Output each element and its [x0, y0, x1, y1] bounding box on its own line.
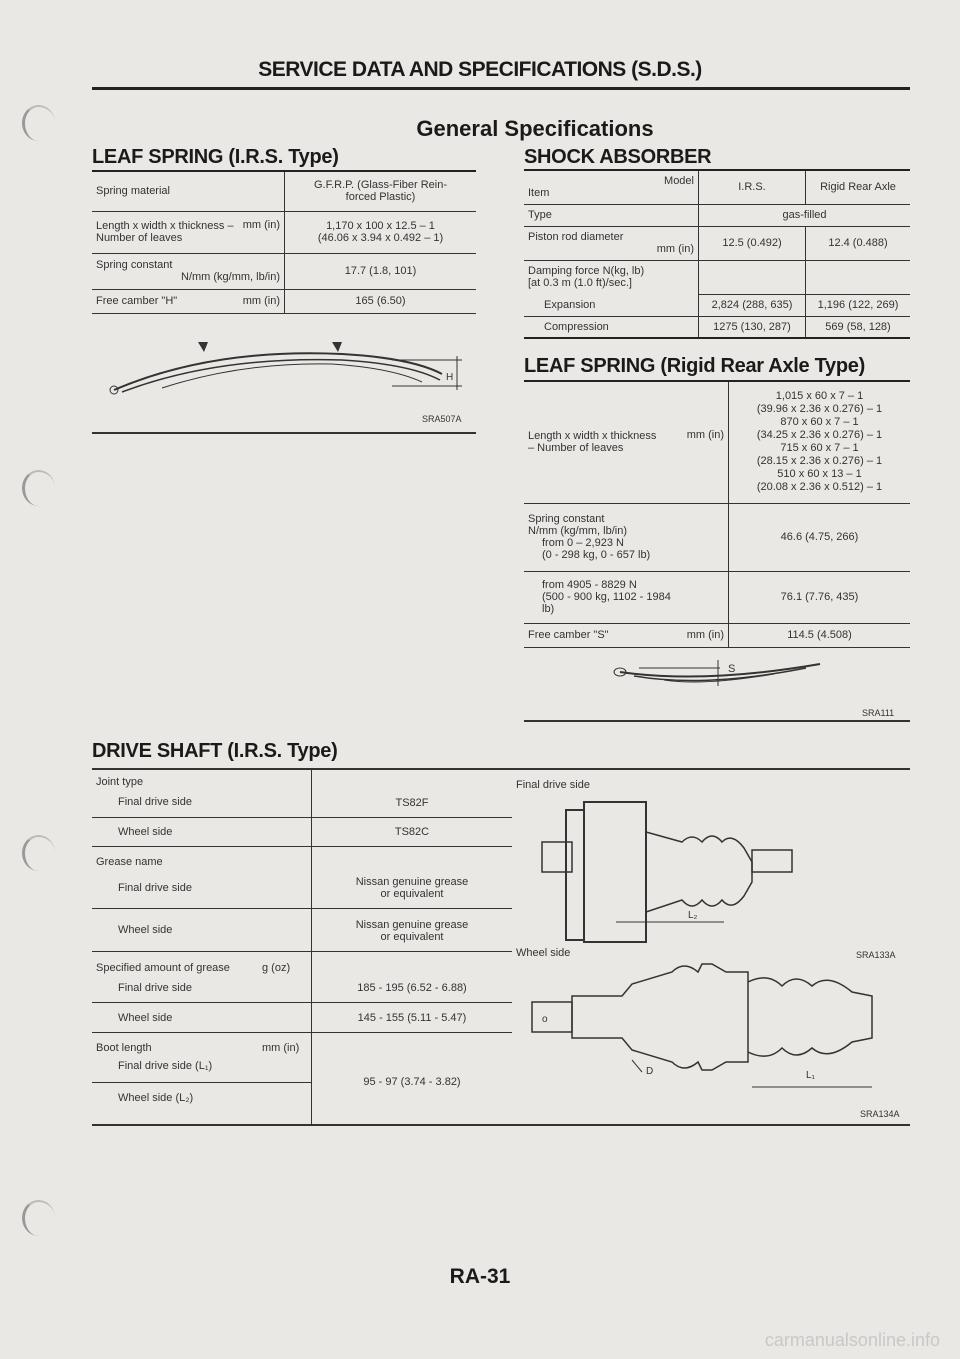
- grease-wheel-value: Nissan genuine grease or equivalent: [355, 919, 469, 943]
- svg-text:H: H: [446, 372, 454, 383]
- svg-text:L₂: L₂: [688, 910, 698, 921]
- leaf-spring-rigid-title: LEAF SPRING (Rigid Rear Axle Type): [524, 355, 865, 377]
- cell-value: 569 (58, 128): [806, 316, 911, 338]
- cell-value: 1,015 x 60 x 7 – 1 (39.96 x 2.36 x 0.276) – 1 870 x 60 x 7 – 1 (34.25 x 2.36 x 0.276) – 1 715 x 60 x 7 – 1 (28.15 x 2.36 x 0.276) – 1 510 x 60 x 13 – 1 (20.08 x 2.36 x 0.512) – 1: [729, 381, 911, 503]
- watermark: carmanualsonline.info: [764, 1330, 940, 1350]
- section-rule: [524, 720, 910, 722]
- cell-value: 1,196 (122, 269): [806, 294, 911, 316]
- cell-label: Expansion: [524, 294, 699, 316]
- cell-label: Spring constant N/mm (kg/mm, lb/in) from 0 – 2,923 N (0 - 298 kg, 0 - 657 lb): [528, 513, 651, 561]
- cell-label: Free camber "H" mm (in): [92, 289, 285, 313]
- svg-text:SRA111: SRA111: [862, 708, 895, 718]
- svg-text:D: D: [646, 1066, 654, 1077]
- cell-label: Model Item: [524, 170, 699, 204]
- amount-final-value: 185 - 195 (6.52 - 6.88): [357, 982, 467, 994]
- grease-amount-label: Specified amount of grease g (oz): [96, 962, 291, 974]
- svg-text:SRA507A: SRA507A: [422, 414, 462, 424]
- amount-final-label: Final drive side: [118, 982, 192, 994]
- cell-value: 165 (6.50): [285, 289, 477, 313]
- cell-value: 114.5 (4.508): [729, 623, 911, 647]
- cell-value: gas-filled: [699, 204, 911, 226]
- row-rule: [92, 1082, 312, 1083]
- cell-value: 1275 (130, 287): [699, 316, 806, 338]
- cell-value: G.F.R.P. (Glass-Fiber Rein- forced Plastic): [285, 171, 477, 211]
- cell-empty: [699, 260, 806, 294]
- page-number: RA-31: [449, 1265, 511, 1288]
- amount-wheel-label: Wheel side: [118, 1012, 173, 1024]
- row-rule: [92, 908, 512, 909]
- cell-label: Damping force N(kg, lb) [at 0.3 m (1.0 ft)/sec.]: [528, 265, 645, 290]
- cell-label: Piston rod diameter mm (in): [524, 226, 699, 260]
- shock-absorber-table: [524, 169, 910, 339]
- page-header: SERVICE DATA AND SPECIFICATIONS (S.D.S.): [258, 58, 702, 81]
- row-rule: [92, 951, 512, 952]
- cell-value: 76.1 (7.76, 435): [729, 571, 911, 623]
- cell-value: 46.6 (4.75, 266): [729, 503, 911, 571]
- joint-type-label: Joint type: [96, 776, 144, 788]
- cell-label: Free camber "S" mm (in): [524, 623, 729, 647]
- section-rule: [92, 768, 910, 770]
- cell-label: Length x width x thickness – Number of leaves mm (in): [92, 211, 285, 253]
- svg-text:Wheel side: Wheel side: [516, 947, 571, 959]
- cell-label: Type: [524, 204, 699, 226]
- svg-text:L₁: L₁: [806, 1070, 815, 1081]
- joint-final-value: TS82F: [395, 797, 429, 809]
- cell-label: Spring constant N/mm (kg/mm, lb/in): [92, 253, 285, 289]
- grease-final-label: Final drive side: [118, 882, 192, 894]
- section-rule: [92, 432, 476, 434]
- binder-hole: [22, 1200, 55, 1236]
- leaf-spring-rigid-table: [524, 380, 910, 648]
- cell-label: Compression: [524, 316, 699, 338]
- grease-wheel-label: Wheel side: [118, 924, 173, 936]
- drive-shaft-title: DRIVE SHAFT (I.R.S. Type): [92, 740, 338, 762]
- amount-wheel-value: 145 - 155 (5.11 - 5.47): [357, 1012, 467, 1024]
- svg-text:SRA134A: SRA134A: [860, 1109, 900, 1119]
- svg-text:o: o: [542, 1014, 548, 1025]
- section-title: General Specifications: [416, 116, 654, 141]
- boot-wheel-label: Wheel side (L₂): [118, 1092, 194, 1104]
- leaf-spring-irs-table: [92, 170, 476, 314]
- grease-name-label: Grease name: [96, 856, 163, 868]
- boot-value: 95 - 97 (3.74 - 3.82): [363, 1076, 461, 1088]
- svg-text:Final drive side: Final drive side: [516, 779, 590, 791]
- row-rule: [92, 1002, 512, 1003]
- cell-value: 2,824 (288, 635): [699, 294, 806, 316]
- svg-text:SRA133A: SRA133A: [856, 950, 896, 960]
- leaf-spring-rigid-diagram: [524, 650, 910, 720]
- cell-label: from 4905 - 8829 N (500 - 900 kg, 1102 - 1984 lb): [524, 571, 729, 623]
- binder-hole: [22, 835, 55, 871]
- leaf-spring-irs-title: LEAF SPRING (I.R.S. Type): [92, 146, 339, 168]
- header-rule: [92, 87, 910, 90]
- cell-value: 12.5 (0.492): [699, 226, 806, 260]
- joint-wheel-value: TS82C: [394, 826, 430, 838]
- cell-value: 17.7 (1.8, 101): [285, 253, 477, 289]
- cell-value: 12.4 (0.488): [806, 226, 911, 260]
- cell-value: 1,170 x 100 x 12.5 – 1 (46.06 x 3.94 x 0.492 – 1): [285, 211, 477, 253]
- cell-empty: [806, 260, 911, 294]
- joint-final-label: Final drive side: [118, 796, 192, 808]
- boot-length-label: Boot length mm (in): [96, 1042, 300, 1054]
- row-rule: [92, 1032, 512, 1033]
- binder-hole: [22, 470, 55, 506]
- shock-absorber-title: SHOCK ABSORBER: [524, 146, 712, 168]
- boot-final-label: Final drive side (L₁): [118, 1060, 213, 1072]
- row-rule: [92, 846, 512, 847]
- joint-wheel-label: Wheel side: [118, 826, 173, 838]
- col-rigid: Rigid Rear Axle: [806, 170, 911, 204]
- col-irs: I.R.S.: [699, 170, 806, 204]
- cell-label: Spring material: [92, 171, 285, 211]
- svg-text:S: S: [728, 663, 736, 675]
- section-rule: [92, 1124, 910, 1126]
- drive-shaft-diagram: [512, 772, 912, 1122]
- column-divider: [311, 770, 312, 1125]
- row-rule: [92, 817, 512, 818]
- cell-label: Length x width x thickness – Number of leaves mm (in): [524, 381, 729, 503]
- leaf-spring-diagram: [92, 330, 476, 432]
- grease-final-value: Nissan genuine grease or equivalent: [355, 876, 469, 900]
